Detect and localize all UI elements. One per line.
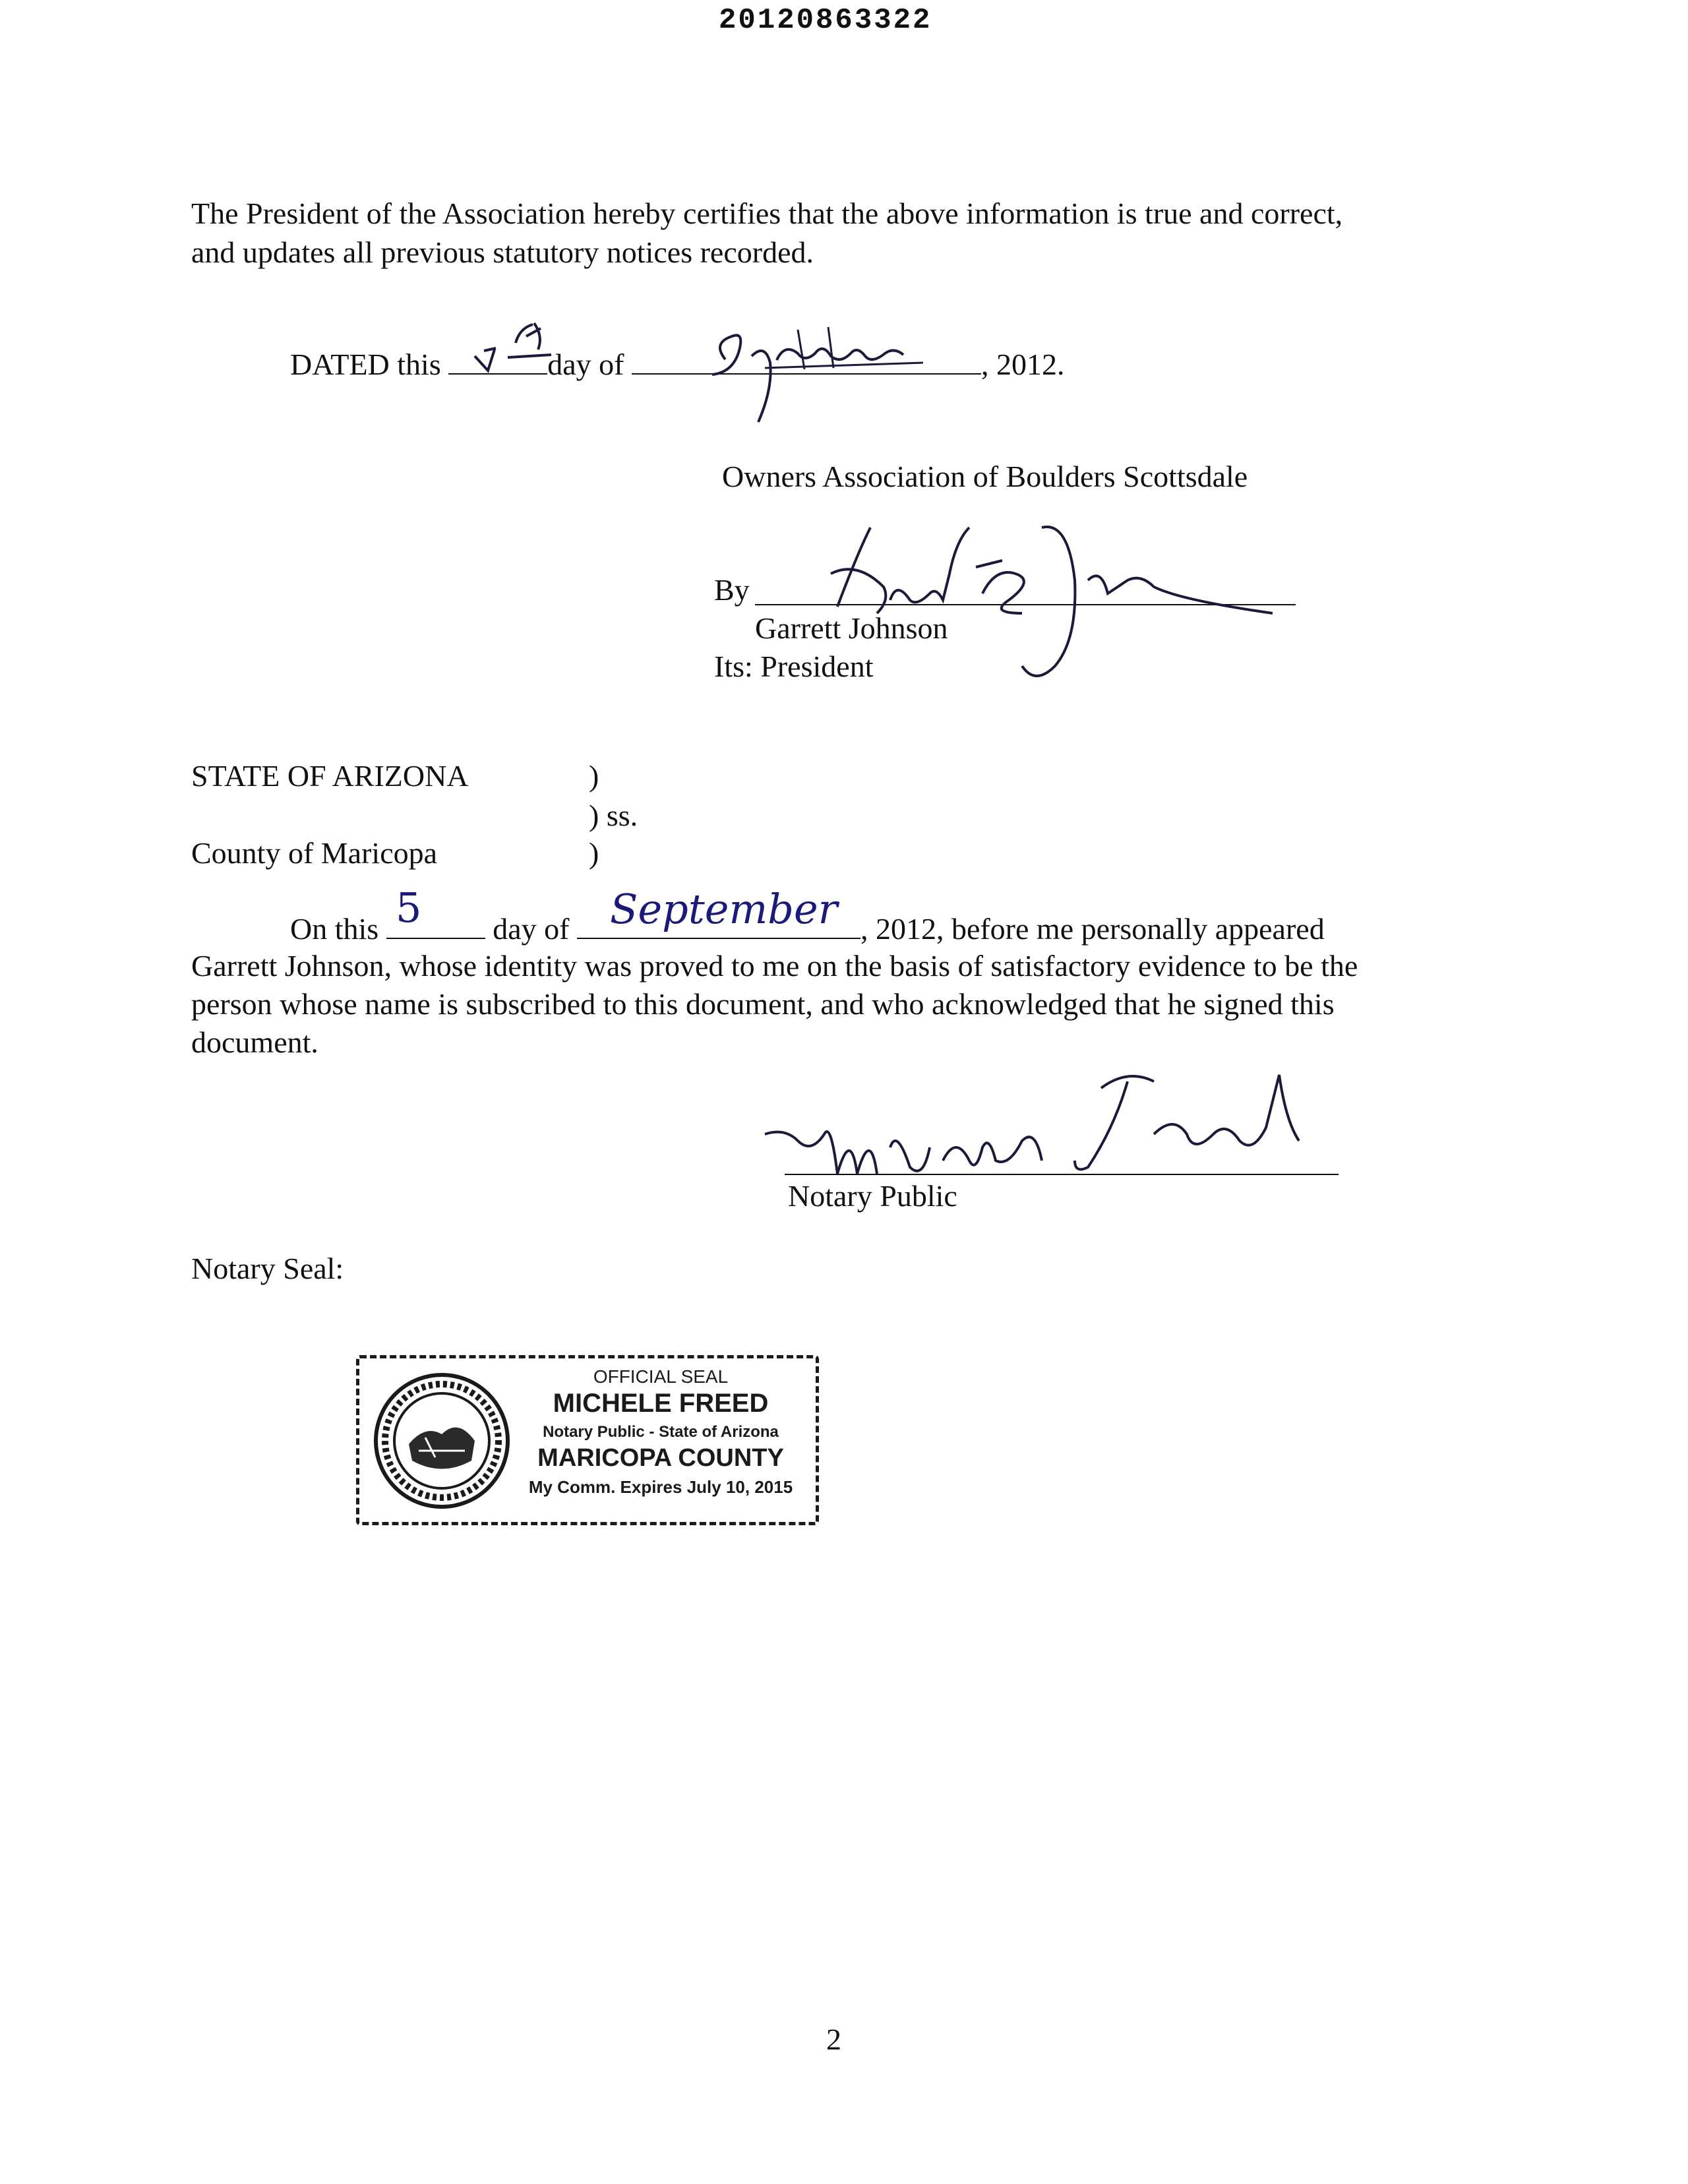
ack-prefix: On this: [290, 912, 379, 946]
seal-line-3: Notary Public - State of Arizona: [543, 1423, 779, 1441]
signer-title: Its: President: [714, 650, 874, 683]
notary-seal-label: Notary Seal:: [191, 1252, 344, 1285]
dated-suffix: , 2012.: [980, 348, 1065, 381]
certification-line-2: and updates all previous statutory notices recorded.: [191, 235, 814, 269]
seal-line-2: MICHELE FREED: [553, 1389, 769, 1418]
notary-signature-line: [785, 1174, 1339, 1175]
notary-label: Notary Public: [788, 1179, 957, 1213]
certification-line-1: The President of the Association hereby certifies that the above information is true and correct,: [191, 197, 1343, 230]
handwritten-ack-month: September: [610, 885, 838, 933]
acknowledgment-line-4: document.: [191, 1025, 318, 1059]
signer-name: Garrett Johnson: [755, 611, 948, 645]
president-signature: [758, 501, 1299, 692]
recording-number: 20120863322: [719, 4, 932, 37]
ack-mid: day of: [493, 912, 570, 946]
venue-paren-3: ): [589, 836, 599, 870]
ack-suffix: , 2012, before me personally appeared: [860, 912, 1325, 946]
handwritten-ack-day: 5: [396, 884, 422, 932]
venue-ss: ) ss.: [589, 799, 638, 832]
dated-mid: day of: [547, 348, 624, 381]
venue-state: STATE OF ARIZONA: [191, 759, 469, 793]
handwritten-day-5th: [469, 310, 568, 382]
acknowledgment-line-2: Garrett Johnson, whose identity was proved to me on the basis of satisfactory evidence to be the: [191, 949, 1358, 983]
arizona-state-seal-icon: [373, 1372, 511, 1510]
handwritten-month-september: [699, 290, 950, 429]
seal-line-1: OFFICIAL SEAL: [593, 1366, 729, 1387]
association-name: Owners Association of Boulders Scottsdale: [722, 460, 1248, 493]
seal-line-5: My Comm. Expires July 10, 2015: [528, 1477, 793, 1497]
venue-county: County of Maricopa: [191, 836, 438, 870]
acknowledgment-line-3: person whose name is subscribed to this document, and who acknowledged that he signed this: [191, 987, 1335, 1021]
notary-signature: [758, 1062, 1339, 1187]
seal-line-4: MARICOPA COUNTY: [537, 1444, 784, 1472]
venue-paren-1: ): [589, 759, 599, 793]
by-label: By: [714, 573, 750, 607]
dated-prefix: DATED this: [290, 348, 441, 381]
page-number: 2: [826, 2022, 841, 2056]
notary-stamp: [356, 1355, 819, 1525]
